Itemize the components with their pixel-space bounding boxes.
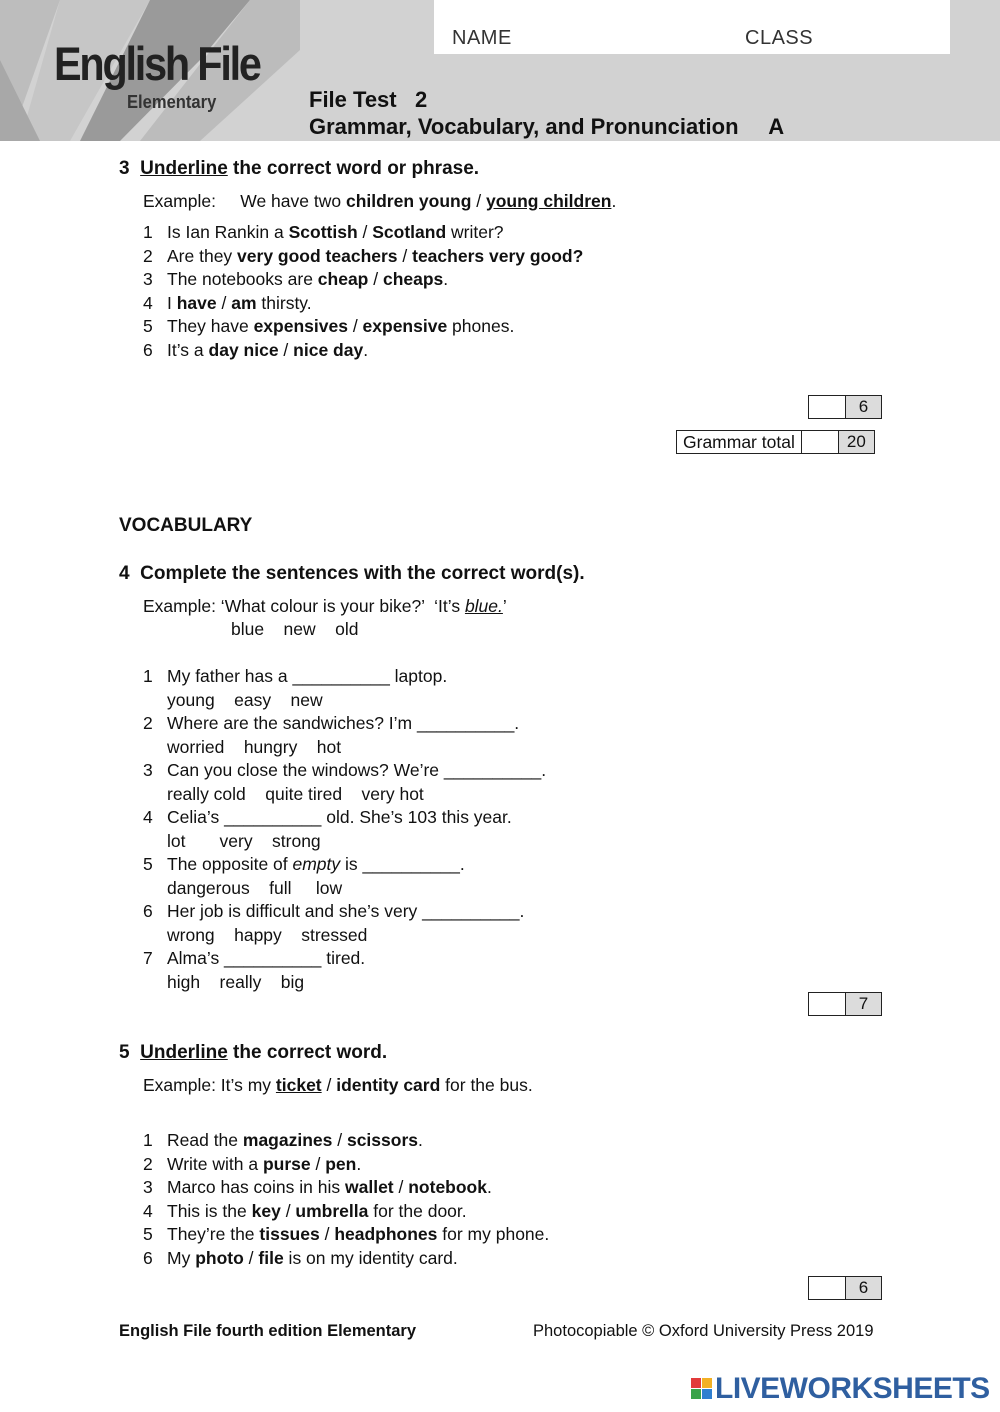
item-options: high really big xyxy=(167,971,305,992)
item-sentence[interactable] xyxy=(167,948,365,969)
sentence-end: . xyxy=(356,1153,362,1174)
section5-heading xyxy=(119,1042,387,1064)
item-number: 1 xyxy=(143,1130,153,1150)
choice-option-1[interactable]: photo xyxy=(195,1247,244,1268)
page-header xyxy=(0,0,1000,141)
section4-heading xyxy=(119,563,585,585)
score-input[interactable] xyxy=(809,993,846,1015)
sentence-start: Write with a xyxy=(167,1153,263,1174)
sentence-end: is __________. xyxy=(340,854,465,874)
sentence-start: The notebooks are xyxy=(167,269,318,290)
section3-score-box xyxy=(808,395,882,419)
section3-example xyxy=(143,191,616,212)
item-number: 7 xyxy=(143,948,153,968)
sentence-start: Are they xyxy=(167,245,238,266)
section4-example xyxy=(143,596,507,617)
choice-separator: / xyxy=(393,1177,409,1197)
choice-option-1[interactable]: tissues xyxy=(259,1224,320,1244)
section3-instruction: the correct word or phrase. xyxy=(227,158,480,179)
item-options: lot very strong xyxy=(167,830,321,851)
item-number: 5 xyxy=(143,316,153,337)
item-options: really cold quite tired very hot xyxy=(167,783,424,804)
item-sentence xyxy=(167,222,504,243)
sentence-end: for the door. xyxy=(368,1200,467,1221)
example-separator: / xyxy=(321,1075,337,1095)
choice-separator: / xyxy=(310,1153,326,1174)
sentence-end: thirsty. xyxy=(256,292,312,313)
choice-separator: / xyxy=(357,222,373,242)
choice-separator: / xyxy=(368,269,383,290)
item-number: 2 xyxy=(143,1153,153,1174)
choice-separator: / xyxy=(243,1247,259,1268)
sentence-start: It’s a xyxy=(167,340,209,360)
sentence-start: Read the xyxy=(167,1130,243,1150)
example-option-2: young children xyxy=(486,191,612,211)
sentence-end: phones. xyxy=(447,316,515,337)
choice-option-2[interactable]: umbrella xyxy=(295,1200,369,1221)
logo-subtitle: Elementary xyxy=(127,92,217,112)
choice-option-1[interactable]: very good teachers xyxy=(237,245,398,266)
item-sentence xyxy=(167,269,448,290)
sentence-end: . xyxy=(443,269,449,290)
section5-score-box xyxy=(808,1276,882,1300)
choice-option-2[interactable]: pen xyxy=(325,1153,357,1174)
sentence-start: They’re the xyxy=(167,1224,260,1244)
grammar-total-max: 20 xyxy=(839,431,874,453)
sentence-end: . xyxy=(418,1130,423,1150)
example-option-2: identity card xyxy=(336,1075,441,1095)
score-input[interactable] xyxy=(809,1277,846,1299)
section5-example xyxy=(143,1075,533,1096)
section4-score-box xyxy=(808,992,882,1016)
item-sentence xyxy=(167,1201,467,1222)
item-sentence[interactable] xyxy=(167,807,512,828)
item-sentence[interactable] xyxy=(167,854,465,875)
item-sentence xyxy=(167,1130,423,1151)
choice-option-1[interactable]: Scottish xyxy=(288,222,358,242)
sentence-start: My father has a xyxy=(167,666,293,686)
choice-option-1[interactable]: magazines xyxy=(242,1130,333,1150)
section5-instruction-underline: Underline xyxy=(140,1042,228,1063)
choice-separator: / xyxy=(347,316,363,337)
example-prefix: Example: ‘What colour is your bike?’ ‘It’s xyxy=(143,596,465,616)
choice-option-1[interactable]: wallet xyxy=(345,1177,394,1197)
sentence-start: Celia’s __________ old. She’s 103 this year. xyxy=(167,807,512,827)
score-max: 6 xyxy=(846,396,881,418)
section5-number: 5 xyxy=(119,1042,130,1063)
test-subtitle: Grammar, Vocabulary, and Pronunciation A xyxy=(309,114,785,139)
choice-separator: / xyxy=(397,245,413,266)
name-label: NAME xyxy=(452,27,512,49)
example-suffix: . xyxy=(611,191,617,211)
section5-instruction: the correct word. xyxy=(227,1042,388,1063)
sentence-start: I xyxy=(167,292,177,313)
sentence-start: This is the xyxy=(167,1200,252,1221)
sentence-start: The opposite of xyxy=(167,854,293,874)
item-number: 6 xyxy=(143,340,153,360)
example-suffix: ’ xyxy=(502,596,507,616)
score-input[interactable] xyxy=(809,396,846,418)
item-sentence xyxy=(167,340,368,361)
choice-option-2[interactable]: file xyxy=(258,1247,284,1268)
example-option-1: ticket xyxy=(275,1075,322,1095)
choice-option-2[interactable]: scissors xyxy=(346,1130,418,1150)
choice-option-1[interactable]: purse xyxy=(262,1153,311,1174)
sentence-end: . xyxy=(363,340,369,360)
item-sentence[interactable] xyxy=(167,666,447,687)
section4-example-options: blue new old xyxy=(231,619,359,639)
item-options: wrong happy stressed xyxy=(167,924,368,945)
item-number: 1 xyxy=(143,222,153,242)
item-number: 3 xyxy=(143,760,153,780)
sentence-start: My xyxy=(167,1247,196,1268)
choice-separator: / xyxy=(216,292,232,313)
item-options: worried hungry hot xyxy=(167,736,342,757)
footer-left: English File fourth edition Elementary xyxy=(119,1322,417,1340)
liveworksheets-logo xyxy=(691,1372,990,1406)
choice-option-2[interactable]: headphones xyxy=(334,1224,438,1244)
item-number: 4 xyxy=(143,292,153,313)
item-sentence xyxy=(167,1154,361,1175)
example-suffix: for the bus. xyxy=(440,1075,533,1095)
item-options: young easy new xyxy=(167,689,323,710)
sentence-start: Alma’s __________ tired. xyxy=(167,948,366,968)
sentence-start: Is Ian Rankin a xyxy=(167,222,289,242)
example-separator: / xyxy=(471,191,486,211)
item-number: 2 xyxy=(143,713,153,733)
item-number: 2 xyxy=(143,245,153,266)
choice-separator: / xyxy=(319,1224,335,1244)
choice-option-2[interactable]: nice day xyxy=(293,340,364,360)
choice-option-2[interactable]: teachers very good? xyxy=(412,245,584,266)
sentence-end: __________ laptop. xyxy=(292,666,448,686)
section4-number: 4 xyxy=(119,563,130,584)
test-title: File Test 2 xyxy=(309,87,428,112)
item-sentence xyxy=(167,293,312,314)
choice-separator: / xyxy=(332,1130,347,1150)
sentence-start: Marco has coins in his xyxy=(167,1177,345,1197)
vocabulary-heading: VOCABULARY xyxy=(119,515,253,536)
choice-option-2[interactable]: am xyxy=(231,292,257,313)
item-number: 4 xyxy=(143,807,153,827)
sentence-end: is on my identity card. xyxy=(283,1247,458,1268)
sentence-italic: empty xyxy=(292,854,341,874)
item-sentence xyxy=(167,316,514,337)
sentence-start: Her job is difficult and she’s very __________. xyxy=(167,901,525,921)
item-number: 5 xyxy=(143,854,153,874)
example-prefix: Example: We have two xyxy=(143,191,346,211)
choice-option-2[interactable]: cheaps xyxy=(382,269,444,290)
liveworksheets-cube-icon xyxy=(691,1378,713,1400)
logo-title: English File xyxy=(54,37,260,90)
item-number: 5 xyxy=(143,1224,153,1244)
choice-option-1[interactable]: have xyxy=(176,292,217,313)
grammar-total-input[interactable] xyxy=(802,431,839,453)
choice-option-2[interactable]: Scotland xyxy=(372,222,447,242)
choice-separator: / xyxy=(278,340,294,360)
item-number: 6 xyxy=(143,1247,153,1268)
footer-right: Photocopiable © Oxford University Press 2019 xyxy=(533,1322,874,1340)
section3-heading xyxy=(119,158,479,180)
choice-option-1[interactable]: day nice xyxy=(208,340,279,360)
section3-number: 3 xyxy=(119,158,130,179)
section3-instruction-underline: Underline xyxy=(140,158,228,179)
sentence-start: Where are the sandwiches? I’m __________. xyxy=(167,713,520,733)
name-class-box xyxy=(434,0,950,54)
sentence-end: . xyxy=(486,1177,492,1197)
item-sentence xyxy=(167,246,583,267)
item-sentence[interactable] xyxy=(167,901,524,922)
class-label: CLASS xyxy=(745,27,814,49)
item-number: 3 xyxy=(143,1177,153,1197)
grammar-total-label: Grammar total xyxy=(677,431,802,453)
choice-option-1[interactable]: cheap xyxy=(317,269,369,290)
item-sentence xyxy=(167,1224,549,1245)
item-number: 4 xyxy=(143,1200,153,1221)
choice-option-2[interactable]: expensive xyxy=(362,316,448,337)
section4-instruction: Complete the sentences with the correct word(s). xyxy=(140,563,585,584)
choice-option-2[interactable]: notebook xyxy=(408,1177,487,1197)
score-max: 6 xyxy=(846,1277,881,1299)
item-sentence xyxy=(167,1248,458,1269)
example-option-1: children young xyxy=(345,191,472,211)
item-number: 6 xyxy=(143,901,153,921)
score-max: 7 xyxy=(846,993,881,1015)
item-sentence[interactable] xyxy=(167,760,546,781)
liveworksheets-wordmark: LIVEWORKSHEETS xyxy=(715,1372,990,1405)
sentence-start: Can you close the windows? We’re __________. xyxy=(167,760,547,780)
item-number: 1 xyxy=(143,666,153,686)
item-sentence xyxy=(167,1177,492,1198)
sentence-start: They have xyxy=(167,316,254,337)
choice-option-1[interactable]: expensives xyxy=(253,316,348,337)
test-title-block xyxy=(309,86,784,140)
example-answer: blue. xyxy=(464,596,503,616)
item-number: 3 xyxy=(143,269,153,290)
item-sentence[interactable] xyxy=(167,713,519,734)
example-prefix: Example: It’s my xyxy=(143,1075,276,1095)
sentence-end: for my phone. xyxy=(437,1224,550,1244)
choice-separator: / xyxy=(280,1200,296,1221)
sentence-end: writer? xyxy=(446,222,504,242)
grammar-total-box xyxy=(676,430,875,454)
choice-option-1[interactable]: key xyxy=(251,1200,281,1221)
item-options: dangerous full low xyxy=(167,877,343,898)
